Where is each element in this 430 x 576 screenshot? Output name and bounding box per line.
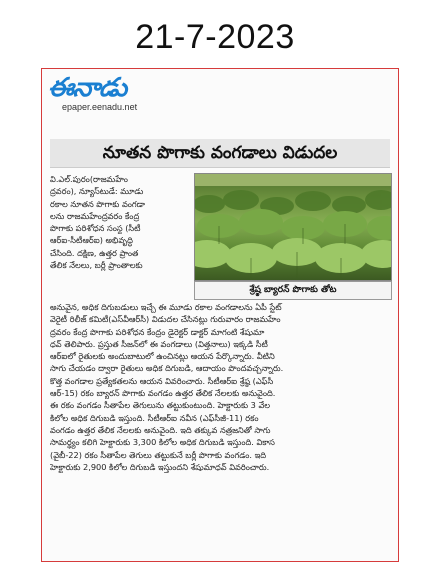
body-line: హెక్టారుకు 2,900 కిలోల దిగుబడి ఇస్తుందని శేషుమాధవ్ వివరించారు. [50,461,270,472]
newspaper-clipping [41,68,399,562]
body-line: ఆర్‌ఐలో రైతులకు అందుబాటులో ఉంచినట్లు ఆయన పేర్కొన్నారు. వీటిని [50,351,275,362]
intro-line: తేలిక నేలలు, బర్లీ ప్రాంతాలకు [50,260,143,271]
intro-line: ద్రవరం), న్యూస్‌టుడే: మూడు [50,186,144,197]
newspaper-logo: ఈనాడు [48,73,127,103]
date-heading: 21-7-2023 [135,18,295,56]
body-line: సామర్థ్యం కలిగి హెక్టారుకు 3,300 కిలోల అధిక దిగుబడి ఇస్తుంది. వికాస [50,437,275,448]
body-line: సాగు చేయడం ద్వారా రైతులు అధిక దిగుబడి, ఆదాయం పొందవచ్చన్నారు. [50,363,284,374]
intro-line: చేసింది. దక్షిణ, ఉత్తర ప్రాంత [50,247,139,258]
body-line: ద్రవరం కేంద్ర పొగాకు పరిశోధన కేంద్రం డైరెక్టర్ డాక్టర్ మాగంటి శేషుమా [50,326,265,337]
body-line: వంగడం ఉత్తర తేలిక నేలలకు అనువైంది. ఇది తక్కువ నత్రజనితో సాగు [50,424,271,435]
tobacco-plants-illustration [195,174,391,280]
masthead [48,73,188,121]
tobacco-field-photo [194,173,392,281]
intro-line: పొగాకు పరిశోధన సంస్థ (సీటీ [50,223,141,234]
body-line: (వైబీ-22) రకం సీతాపేల తెగులు తట్టుకునే బర్లీ పొగాకు వంగడం. ఇది [50,449,267,460]
body-line: కిలోల అధిక దిగుబడి ఇస్తుంది. సీటీఆర్‌ఐ నవీన (ఎఫ్‌సీజీ-11) రకం [50,412,259,423]
article-headline: నూతన పొగాకు వంగడాలు విడుదల [50,139,390,168]
intro-line: వి.ఎల్.పురం(రాజమహేం [50,174,128,184]
intro-line: ఆర్‌ఐ-సీటీఆర్‌ఐ) అభివృద్ధి [50,235,133,246]
body-line: ఈ రకం వంగడం సీతాపేల తెగులును తట్టుకుంటుంది. హెక్టారుకు 3 వేల [50,400,271,411]
article-intro-column [50,173,188,271]
intro-line: లను రాజమహేంద్రవరం కేంద్ర [50,210,140,221]
photo-caption: శ్రేష్ఠ బ్యారన్ పొగాకు తోట [194,281,392,300]
body-line: ఆర్-15) రకం బ్యారన్ పొగాకు వంగడం ఉత్తర తేలిక నేలలకు అనువైంది. [50,388,276,399]
article-body [50,301,390,473]
body-line: కొత్త వంగడాల ప్రత్యేకతలను ఆయన వివరించారు. సీటీఆర్‌ఐ శ్రేష్ఠ (ఎఫ్‌సీ [50,375,274,386]
intro-line: రకాల నూతన పొగాకు వంగడా [50,198,146,209]
epaper-url: epaper.eenadu.net [62,102,138,112]
body-line: అనువైన, అధిక దిగుబడులు ఇచ్చే ఈ మూడు రకాల వంగడాలను ఏపీ స్టేట్ [50,302,282,312]
body-line: ధవ్ తెలిపారు. ప్రస్తుత సీజన్‌లో ఈ వంగడాలు (విత్తనాలు) ఇక్కడి సీటీ [50,338,268,349]
body-line: వెరైటీ రిలీజ్ కమిటీ(ఎస్‌వీఆర్‌సీ) విడుదల చేసినట్లు గురువారం రాజమహేం [50,314,281,325]
